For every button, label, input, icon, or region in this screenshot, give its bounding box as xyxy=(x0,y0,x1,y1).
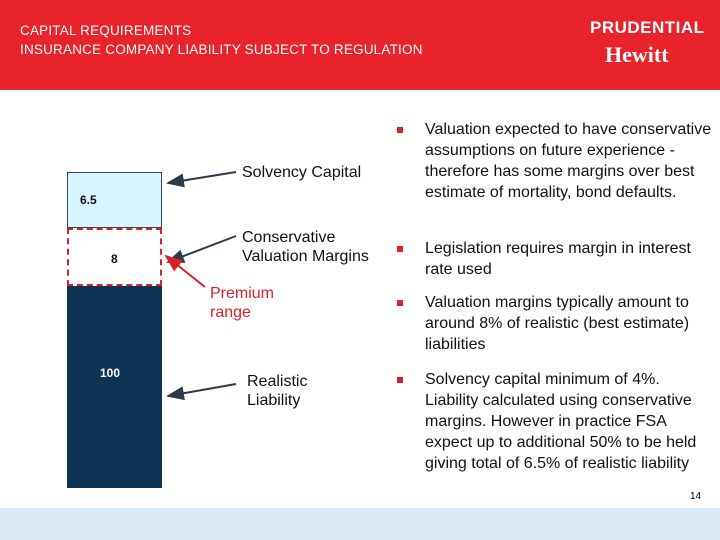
solvency-arrow xyxy=(168,172,236,183)
conservative-label-line2: Valuation Margins xyxy=(242,248,369,265)
slide-title: CAPITAL REQUIREMENTS xyxy=(20,23,192,38)
bullet-text-margins: Valuation margins typically amount to around 8% of realistic (best estimate) liabilities xyxy=(425,294,690,353)
realistic-arrow xyxy=(168,384,236,396)
realistic-label-line1: Realistic xyxy=(247,373,308,390)
bullet-marker xyxy=(397,300,403,306)
premium-arrow xyxy=(166,256,205,287)
slide-subtitle: INSURANCE COMPANY LIABILITY SUBJECT TO REGULATION xyxy=(20,42,423,57)
bullet-marker xyxy=(397,377,403,383)
bullet-text-legislation: Legislation requires margin in interest rate used xyxy=(425,240,691,278)
conservative-arrow xyxy=(168,236,236,262)
solvency-value-label: 6.5 xyxy=(80,193,97,207)
realistic-label-line2: Liability xyxy=(247,392,301,409)
page-number: 14 xyxy=(690,491,702,502)
margins-value-label: 8 xyxy=(111,252,118,266)
logo-prudential: PRUDENTIAL xyxy=(590,18,705,37)
bullet-marker xyxy=(397,127,403,133)
realistic-value-label: 100 xyxy=(100,366,121,380)
solvency-capital-label: Solvency Capital xyxy=(242,164,362,181)
bullet-text-valuation: Valuation expected to have conservative assumptions on future experience - therefore has some margins over best estimate of mortality, bond defaults. xyxy=(425,121,712,201)
footer-band xyxy=(0,508,720,540)
premium-label-line1: Premium xyxy=(210,285,275,302)
bullet-marker xyxy=(397,246,403,252)
logo-hewitt: Hewitt xyxy=(605,42,669,67)
premium-label-line2: range xyxy=(210,304,251,321)
bullet-text-solvency: Solvency capital minimum of 4%. Liability calculated using conservative margins. However in practice FSA expect up to additional 50% to be held giving total of 6.5% of realistic liability xyxy=(425,371,697,472)
conservative-label-line1: Conservative xyxy=(242,229,336,246)
